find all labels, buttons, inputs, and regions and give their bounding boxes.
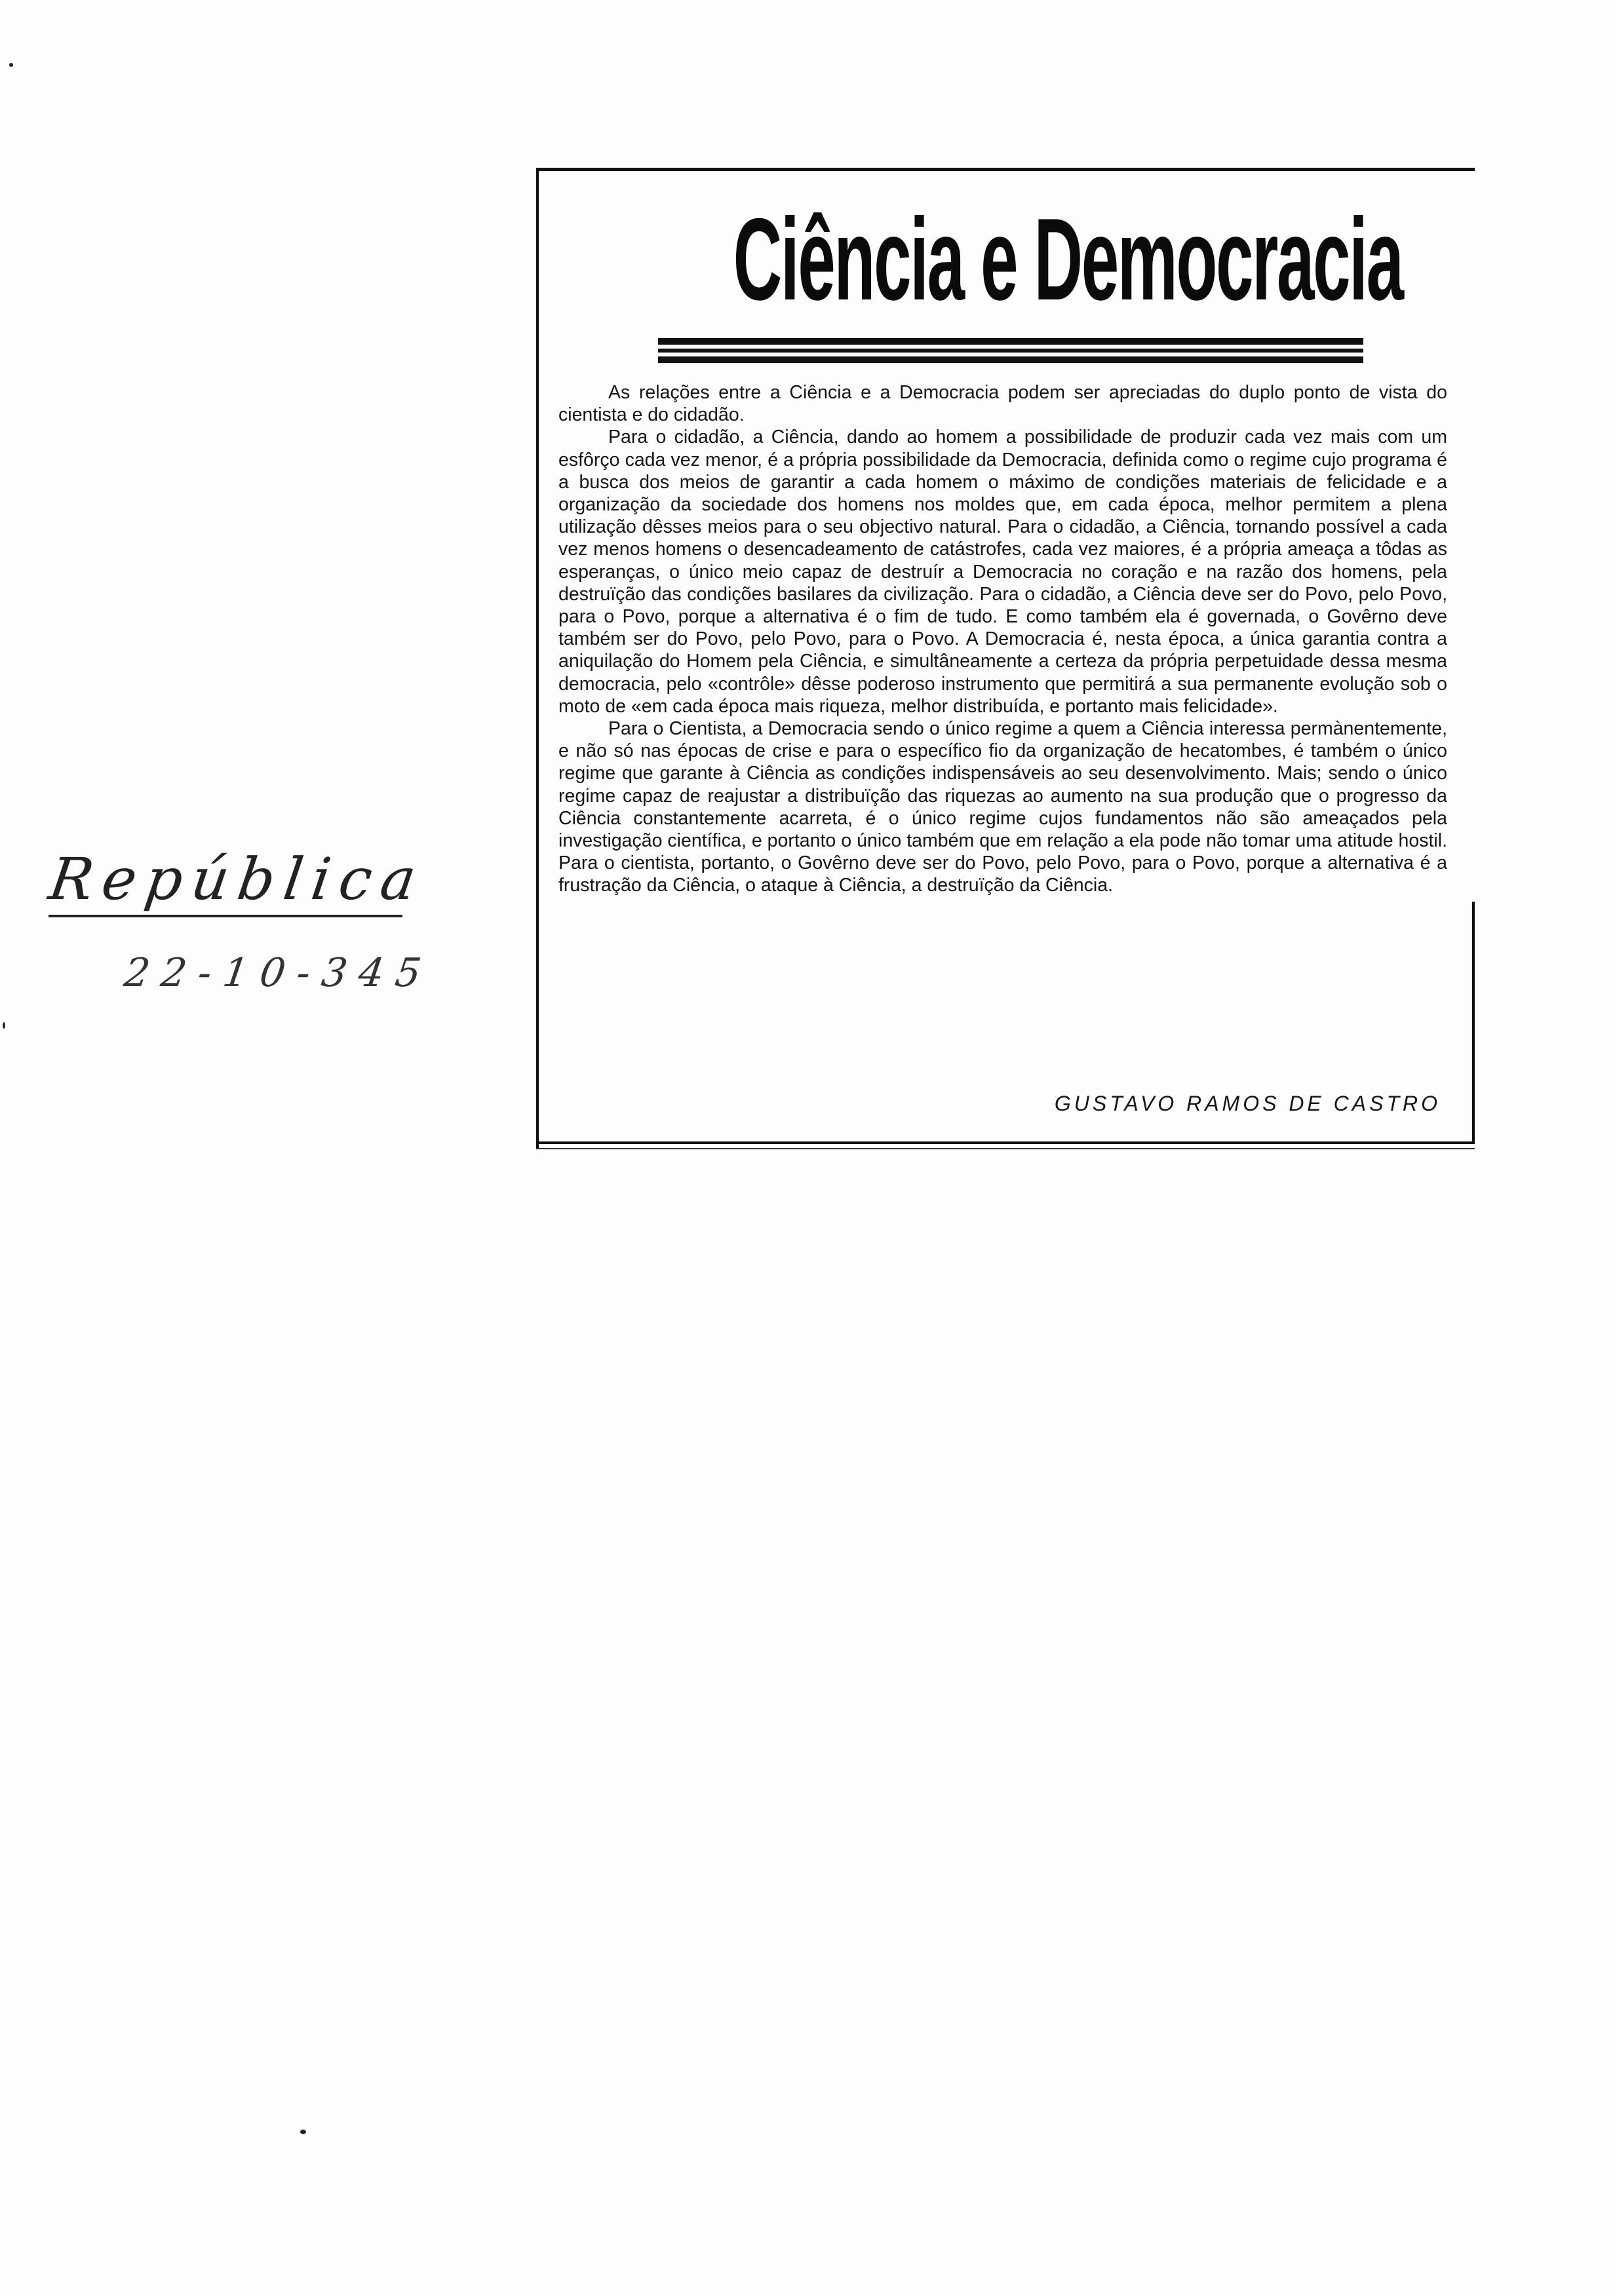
article-paragraph: As relações entre a Ciência e a Democracia podem ser apreciadas do duplo ponto de vista do cientista e do cidadão. (558, 382, 1447, 426)
scan-speck (300, 2130, 306, 2134)
handwritten-source: República (45, 845, 429, 913)
handwritten-date: 22-10-345 (121, 950, 436, 996)
scan-speck (9, 63, 13, 67)
frame-top-rule (536, 168, 1475, 171)
frame-right-rule (1472, 902, 1475, 1144)
handwritten-annotation (39, 845, 436, 1016)
headline-rule-2 (658, 349, 1363, 353)
article-body (558, 381, 1447, 897)
newspaper-clipping (536, 168, 1475, 1151)
headline-rule-1 (658, 338, 1363, 345)
article-byline: GUSTAVO RAMOS DE CASTRO (1054, 1092, 1441, 1115)
frame-bottom-rule-secondary (536, 1148, 1475, 1149)
frame-bottom-rule (536, 1141, 1475, 1144)
headline-rule-3 (658, 356, 1363, 363)
headline-rules (658, 338, 1363, 367)
article-paragraph: Para o cidadão, a Ciência, dando ao homem a possibilidade de produzir cada vez mais com um esfôrço cada vez menor, é a própria possibilidade da Democracia, definida como o regime cujo programa é a busca dos meios de garantir a cada homem o máximo de condições materiais de felicidade e a organização da sociedade dos homens nos moldes que, em cada época, melhor permitem a plena utilização dêsses meios para o seu objectivo natural. Para o cidadão, a Ciência, tornando possível a cada vez menos homens o desencadeamento de catástrofes, cada vez maiores, é a própria ameaça a tôdas as esperanças, o único meio capaz de destruír a Democracia no coração e na razão dos homens, pela destruïção das condições basilares da civilização. Para o cidadão, a Ciência deve ser do Povo, pelo Povo, para o Povo, porque a alternativa é o fim de tudo. E como também ela é governada, o Govêrno deve também ser do Povo, pelo Povo, para o Povo. A Democracia é, nesta época, a única garantia contra a aniquilação do Homem pela Ciência, e simultâneamente a certeza da própria perpetuidade dessa mesma democracia, pelo «contrôle» dêsse poderoso instrumento que permitirá a sua permanente evolução sob o moto de «em cada época mais riqueza, melhor distribuída, e portanto mais felicidade». (558, 427, 1447, 717)
article-paragraph: Para o Cientista, a Democracia sendo o único regime a quem a Ciência interessa permànentemente, e não só nas épocas de crise e para o específico fio da organização de hecatombes, é também o único regime que garante à Ciência as condições indispensáveis ao seu desenvolvimento. Mais; sendo o único regime capaz de reajustar a distribuïção das riquezas ao aumento na sua produção que o progresso da Ciência constantemente acarreta, é o único regime cujos fundamentos não são ameaçados pela investigação científica, e portanto o único também que em relação a ela pode não tomar uma atitude hostil. Para o cientista, portanto, o Govêrno deve ser do Povo, pelo Povo, para o Povo, porque a alternativa é a frustração da Ciência, o ataque à Ciência, a destruïção da Ciência. (558, 718, 1447, 896)
scan-speck (3, 1022, 5, 1029)
article-headline: Ciência e Democracia (733, 194, 1403, 324)
handwritten-underline (49, 915, 402, 917)
frame-left-rule (536, 168, 539, 1149)
